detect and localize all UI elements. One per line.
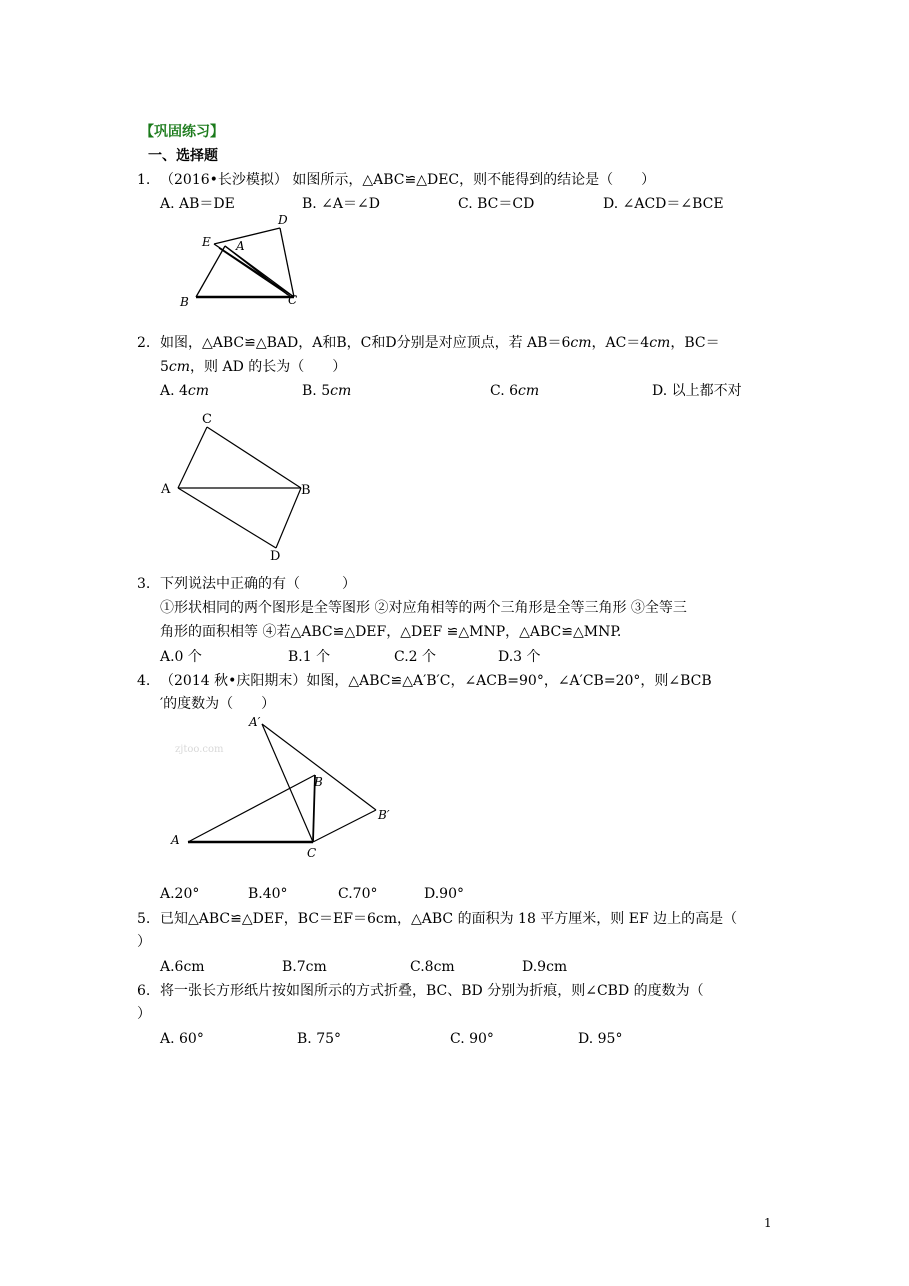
q1-option-d: D. ∠ACD＝∠BCE	[603, 196, 724, 212]
q1-option-c: C. BC＝CD	[458, 196, 535, 212]
q4-line2: ′的度数为（ ）	[160, 696, 276, 712]
q1-stem: （2016•长沙模拟） 如图所示，△ABC≌△DEC，则不能得到的结论是（ ）	[160, 172, 656, 188]
q5-line2: ）	[137, 934, 151, 950]
q5-option-c: C.8cm	[410, 959, 455, 975]
q2-label-a: A	[161, 482, 171, 497]
q1-option-b: B. ∠A＝∠D	[302, 196, 380, 212]
q2-stem-part-d: 5	[160, 359, 169, 375]
watermark: zjtoo.com	[175, 744, 224, 755]
q4-option-d: D.90°	[424, 886, 464, 902]
q2-stem-part-a: 如图，△ABC≌△BAD，A和B，C和D分别是对应顶点，若 AB＝6	[160, 335, 571, 351]
q2-stem-part-c: ，BC＝	[670, 335, 720, 351]
q1-option-a: A. AB＝DE	[160, 196, 235, 212]
q3-option-c: C.2 个	[394, 649, 437, 665]
q5-option-a: A.6cm	[160, 959, 205, 975]
q5-option-d: D.9cm	[522, 959, 568, 975]
q2-option-b: B. 5cm	[302, 383, 352, 399]
q4-option-c: C.70°	[338, 886, 378, 902]
section-title: 【巩固练习】	[140, 124, 224, 140]
q6-stem: 将一张长方形纸片按如图所示的方式折叠，BC、BD 分别为折痕，则∠CBD 的度数为（	[160, 983, 704, 999]
q2-stem-line2	[160, 357, 346, 377]
q6-option-c: C. 90°	[450, 1031, 494, 1047]
q2-label-b: B	[301, 483, 311, 498]
q2-stem-part-e: ，则 AD 的长为（ ）	[190, 359, 347, 375]
q6-option-d: D. 95°	[578, 1031, 623, 1047]
q4-label-c: C	[307, 846, 317, 860]
q4-stem: （2014 秋•庆阳期末）如图，△ABC≌△A′B′C，∠ACB=90°，∠A′CB=20°，则∠BCB	[160, 673, 712, 689]
q3-line3: 角形的面积相等 ④若△ABC≌△DEF，△DEF ≌△MNP，△ABC≌△MNP.	[160, 624, 622, 640]
q4-number: 4.	[137, 673, 151, 689]
q2-figure	[155, 410, 325, 565]
q1-number: 1.	[137, 172, 151, 188]
q2-unit-3: cm	[168, 359, 191, 375]
q6-option-a: A. 60°	[160, 1031, 204, 1047]
q4-option-a: A.20°	[160, 886, 200, 902]
q1-label-a: A	[236, 239, 245, 253]
q3-option-d: D.3 个	[498, 649, 541, 665]
q3-line2: ①形状相同的两个图形是全等图形 ②对应角相等的两个三角形是全等三角形 ③全等三	[160, 600, 687, 616]
q3-option-a: A.0 个	[160, 649, 202, 665]
q2-option-d: D. 以上都不对	[652, 383, 742, 399]
q1-label-c: C	[288, 293, 298, 307]
section-subtitle: 一、选择题	[148, 148, 218, 164]
q1-label-d: D	[278, 213, 288, 227]
page-number: 1	[764, 1216, 772, 1230]
q2-stem-line1	[160, 333, 720, 353]
q3-stem: 下列说法中正确的有（ ）	[160, 576, 356, 592]
q4-label-b-prime: B′	[378, 808, 390, 822]
q6-number: 6.	[137, 983, 151, 999]
q3-number: 3.	[137, 576, 151, 592]
q5-number: 5.	[137, 911, 151, 927]
q1-figure	[170, 210, 310, 310]
q4-label-a: A	[171, 833, 180, 847]
q3-option-b: B.1 个	[288, 649, 331, 665]
q2-unit-1: cm	[570, 335, 592, 351]
q2-option-c: C. 6cm	[490, 383, 540, 399]
q2-unit-2: cm	[649, 335, 671, 351]
q2-option-a: A. 4cm	[160, 383, 210, 399]
q4-label-b: B	[314, 775, 323, 789]
q5-stem: 已知△ABC≌△DEF，BC＝EF＝6cm，△ABC 的面积为 18 平方厘米，则 EF 边上的高是（	[160, 911, 738, 927]
q4-label-a-prime: A′	[249, 715, 261, 729]
q4-figure	[165, 712, 405, 862]
q2-label-c: C	[202, 412, 212, 427]
q4-option-b: B.40°	[248, 886, 288, 902]
q1-label-b: B	[180, 295, 189, 309]
q6-line2: ）	[137, 1006, 151, 1022]
q5-option-b: B.7cm	[282, 959, 327, 975]
q6-option-b: B. 75°	[297, 1031, 342, 1047]
q1-label-e: E	[202, 235, 211, 249]
q2-stem-part-b: ，AC＝4	[591, 335, 650, 351]
q2-number: 2.	[137, 335, 151, 351]
q2-label-d: D	[270, 549, 281, 564]
